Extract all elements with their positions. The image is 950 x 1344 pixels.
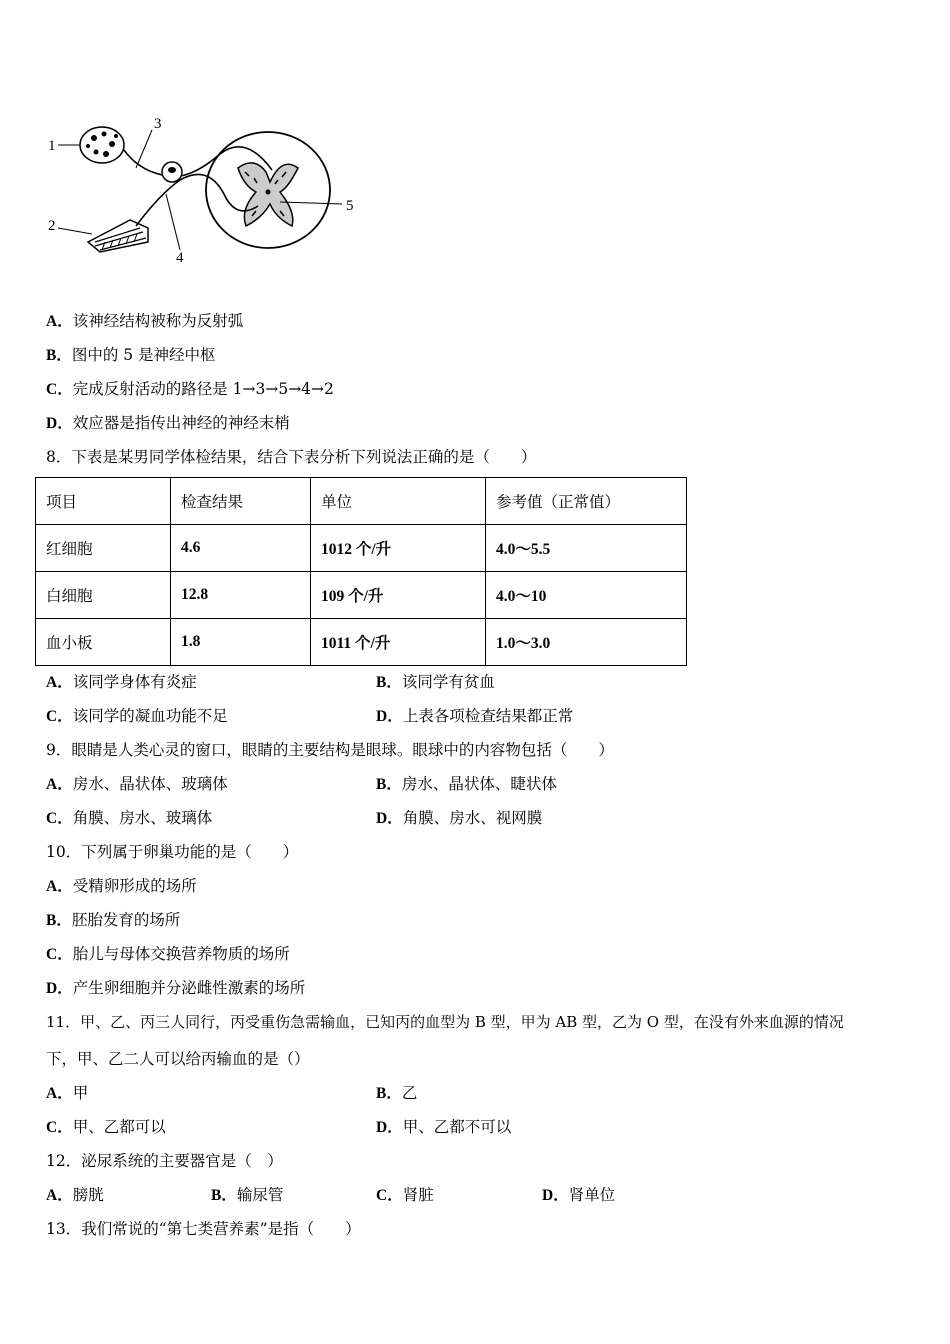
q8-stem: 8．下表是某男同学体检结果，结合下表分析下列说法正确的是（ ） (46, 448, 537, 466)
q9-stem: 9．眼睛是人类心灵的窗口，眼睛的主要结构是眼球。眼球中的内容物包括（ ） (46, 741, 614, 759)
q9-option-b: B．房水、晶状体、睫状体 (376, 775, 557, 793)
q11-option-a: A．甲 (46, 1084, 89, 1102)
figure-label-4: 4 (176, 250, 184, 266)
q11-option-d: D．甲、乙都不可以 (376, 1118, 512, 1136)
q12-option-a: A．膀胱 (46, 1186, 104, 1204)
table-cell: 4.6 (171, 525, 311, 572)
q8-option-d: D．上表各项检查结果都正常 (376, 707, 574, 725)
q7-option-d: D．效应器是指传出神经的神经末梢 (46, 414, 290, 432)
q7-option-c: C．完成反射活动的路径是 1→3→5→4→2 (46, 380, 334, 398)
q9-option-a: A．房水、晶状体、玻璃体 (46, 775, 228, 793)
table-cell: 4.0～10 (486, 572, 687, 619)
q12-stem: 12．泌尿系统的主要器官是（ ） (46, 1152, 283, 1170)
table-header-row (36, 478, 687, 525)
figure-label-3: 3 (154, 116, 162, 132)
q10-stem: 10．下列属于卵巢功能的是（ ） (46, 843, 299, 861)
q10-option-c: C．胎儿与母体交换营养物质的场所 (46, 945, 290, 963)
effector-shape (88, 220, 148, 252)
q7-option-b: B．图中的 5 是神经中枢 (46, 346, 216, 364)
reflex-arc-figure (40, 110, 370, 270)
table-row (36, 525, 687, 572)
q8-option-a: A．该同学身体有炎症 (46, 673, 197, 691)
q9-option-d: D．角膜、房水、视网膜 (376, 809, 543, 827)
q13-stem: 13．我们常说的“第七类营养素”是指（ ） (46, 1220, 361, 1238)
table-header-cell: 单位 (311, 478, 486, 525)
table-cell: 血小板 (36, 619, 171, 666)
table-cell: 1.8 (171, 619, 311, 666)
table-cell: 1012 个/升 (311, 525, 486, 572)
table-header-cell: 检查结果 (171, 478, 311, 525)
figure-label-2: 2 (48, 218, 56, 234)
q10-option-a: A．受精卵形成的场所 (46, 877, 197, 895)
table-cell: 白细胞 (36, 572, 171, 619)
q10-option-b: B．胚胎发育的场所 (46, 911, 181, 929)
q11-stem-line1: 11．甲、乙、丙三人同行，丙受重伤急需输血，已知丙的血型为 B 型，甲为 AB 型，乙为 O 型，在没有外来血源的情况 (46, 1013, 844, 1031)
figure-label-1: 1 (48, 138, 56, 154)
table-cell: 12.8 (171, 572, 311, 619)
table-row (36, 619, 687, 666)
table-cell: 1.0～3.0 (486, 619, 687, 666)
q8-option-b: B．该同学有贫血 (376, 673, 495, 691)
q11-option-b: B．乙 (376, 1084, 418, 1102)
table-row (36, 572, 687, 619)
q9-option-c: C．角膜、房水、玻璃体 (46, 809, 213, 827)
table-cell: 109 个/升 (311, 572, 486, 619)
table-cell: 4.0～5.5 (486, 525, 687, 572)
table-header-cell: 参考值（正常值） (486, 478, 687, 525)
q8-option-c: C．该同学的凝血功能不足 (46, 707, 228, 725)
q7-option-a: A．该神经结构被称为反射弧 (46, 312, 244, 330)
q12-option-b: B．输尿管 (211, 1186, 284, 1204)
q12-option-d: D．肾单位 (542, 1186, 616, 1204)
q10-option-d: D．产生卵细胞并分泌雌性激素的场所 (46, 979, 306, 997)
table-header-cell: 项目 (36, 478, 171, 525)
q12-option-c: C．肾脏 (376, 1186, 434, 1204)
figure-label-5: 5 (346, 198, 354, 214)
q8-results-table (35, 477, 687, 666)
q11-option-c: C．甲、乙都可以 (46, 1118, 166, 1136)
q11-stem-line2: 下，甲、乙二人可以给丙输血的是（） (46, 1050, 310, 1068)
spinal-cord-shape (206, 132, 330, 248)
table-cell: 1011 个/升 (311, 619, 486, 666)
receptor-shape (80, 127, 124, 163)
table-cell: 红细胞 (36, 525, 171, 572)
